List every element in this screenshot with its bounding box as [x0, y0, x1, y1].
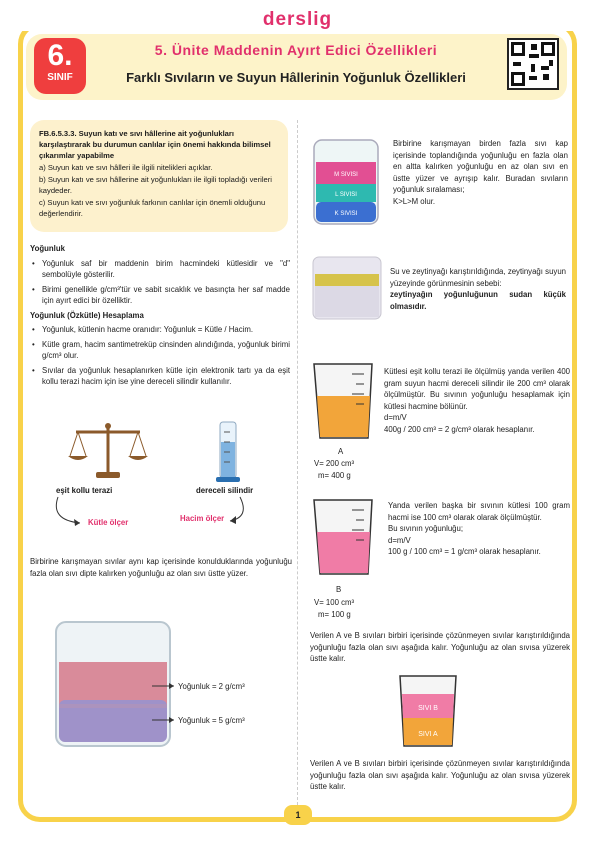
b-calculation: 100 g / 100 cm³ = 1 g/cm³ olarak hesaplanır. [388, 547, 541, 556]
beaker-a-mass: m= 400 g [318, 471, 351, 480]
beaker-b-volume: V= 100 cm³ [314, 598, 355, 607]
top-layer-density: Yoğunluk = 2 g/cm³ [178, 682, 245, 691]
layers-description: Birbirine karışmayan birden fazla sıvı kap içerisinde toplandığında yoğunluğu en fazla olan en altta kalırken yoğunluğu en az olan sıvı en üstte yüzer ve ayrışıp kalır. Buradan sıvıların yoğunluk sıralaması; [393, 139, 568, 194]
page-title: Farklı Sıvıların ve Suyun Hâllerinin Yoğunluk Özellikleri [126, 70, 466, 85]
layer-k-label: K SIVISI [334, 211, 358, 217]
grade-number: 6. [47, 39, 73, 72]
density-title: Yoğunluk [30, 244, 65, 253]
grade-badge [34, 38, 86, 94]
goal-b: b) Suyun katı ve sıvı hâllerine ait yoğunlukları ile ilgili topladığı verileri kaydeder. [39, 175, 272, 195]
beaker-b-label: B [336, 585, 342, 594]
beaker-b-image [310, 496, 378, 578]
label-arrows [150, 680, 178, 728]
beaker-ab-image [396, 672, 460, 750]
mass-measure-label: Kütle ölçer [88, 518, 129, 527]
beaker-b-text [388, 500, 570, 558]
brand-logo: derslig [0, 9, 595, 31]
page-number: 1 [284, 805, 312, 825]
balance-scale-image [68, 420, 148, 482]
beaker-b-layer-label: SIVI B [418, 705, 438, 712]
calc-title: Yoğunluk (Özkütle) Hesaplama [30, 310, 144, 320]
volume-measure-label: Hacim ölçer [180, 514, 225, 523]
column-divider [297, 120, 298, 810]
mix-text: Birbirine karışmayan sıvılar aynı kap içerisinde konulduklarında yoğunluğu fazla olan sıvı dipte kalırken yoğunluğu az olan sıvı üstte yüzer. [30, 557, 292, 578]
three-layer-beaker-image [312, 138, 380, 226]
a-formula: d=m/V [384, 413, 407, 422]
beaker-a-image [310, 360, 378, 442]
beaker-b-mass: m= 100 g [318, 610, 351, 619]
goal-a: a) Suyun katı ve sıvı hâlleri ile ilgili nitelikleri açıklar. [39, 163, 213, 172]
beaker-a-layer-label: SIVI A [418, 731, 438, 738]
learning-goal-box [30, 120, 288, 232]
cylinder-label: dereceli silindir [196, 486, 254, 495]
a-calculation: 400g / 200 cm³ = 2 g/cm³ olarak hesaplanır. [384, 424, 535, 434]
bottom-layer-density: Yoğunluk = 5 g/cm³ [178, 716, 245, 725]
beaker-a-volume: V= 200 cm³ [314, 459, 355, 468]
beaker-a-text [384, 366, 570, 435]
calc-bullet: • Kütle gram, hacim santimetreküp cinsinden alındığında, yoğunluk birimi g/cm³ olur. [30, 339, 290, 362]
scale-label: eşit kollu terazi [56, 486, 113, 495]
b-line2: Bu sıvının yoğunluğu; [388, 524, 463, 533]
goal-c: c) Suyun katı ve sıvı yoğunluk farkının canlılar için önemli olduğunu değerlendirir. [39, 198, 266, 218]
density-bullet: • Yoğunluk saf bir maddenin birim hacmindeki kütlesidir ve "d" sembolüyle gösterilir. [30, 258, 290, 281]
oil-water-jar-image [312, 256, 382, 320]
b-description: Yanda verilen başka bir sıvının kütlesi 100 gram hacmi ise 100 cm³ olarak olarak ölçülmüştür. [388, 501, 570, 522]
density-section [30, 243, 290, 391]
calc-bullet: • Yoğunluk, kütlenin hacme oranıdır: Yoğunluk = Kütle / Hacim. [30, 324, 290, 336]
b-formula: d=m/V [388, 535, 411, 545]
layers-text [393, 138, 568, 207]
goal-code: FB.6.5.3.3. Suyun katı ve sıvı hâllerine ait yoğunlukları karşılaştırarak bu durumun canlılar için önemi hakkında bilimsel çıkarımlar yapabilme [39, 129, 271, 160]
layers-order: K>L>M olur. [393, 196, 436, 206]
graduated-cylinder-image [214, 420, 242, 484]
calc-bullet: • Sıvılar da yoğunluk hesaplanırken kütle için elektronik tartı ya da eşit kollu terazi hacim için ise yine dereceli silindir kullanılır. [30, 365, 290, 388]
ab-text: Verilen A ve B sıvıları birbiri içerisinde çözünmeyen sıvılar karıştırıldığında yoğunluğu fazla olan sıvı aşağıda kalır. Yoğunluğu az olan sıvısa yüzerek üstte kalır. [310, 631, 570, 663]
a-description: Kütlesi eşit kollu terazi ile ölçülmüş yanda verilen 400 gram suyun hacmi dereceli silindir ile 200 cm³ olarak ölçülmüştür. Bu sıvının yoğunluğu hesaplamak için kütlesi hacmine bölünür. [384, 367, 570, 411]
oil-reason: zeytinyağın yoğunluğunun sudan küçük olmasıdır. [390, 290, 566, 311]
unit-title: 5. Ünite Maddenin Ayırt Edici Özellikleri [154, 42, 438, 58]
grade-label: SINIF [47, 72, 73, 83]
qr-code-icon[interactable] [507, 38, 559, 90]
density-bullet: • Birimi genellikle g/cm³'tür ve sabit sıcaklık ve basınçta her saf madde için ayırt edici bir özelliktir. [30, 284, 290, 307]
arrow-connectors [40, 495, 260, 535]
oil-text: Su ve zeytinyağı karıştırıldığında, zeytinyağı suyun yüzeyinde görünmesinin sebebi: [390, 267, 566, 288]
layer-l-label: L SIVISI [335, 192, 357, 198]
beaker-a-label: A [338, 447, 344, 456]
layer-m-label: M SIVISI [334, 172, 358, 178]
oil-section [390, 266, 566, 312]
ab-text-2: Verilen A ve B sıvıları birbiri içerisinde çözünmeyen sıvılar karıştırıldığında yoğunluğu fazla olan sıvı aşağıda kalır. Yoğunluğu az olan sıvısa yüzerek üstte kalır. [310, 759, 570, 791]
